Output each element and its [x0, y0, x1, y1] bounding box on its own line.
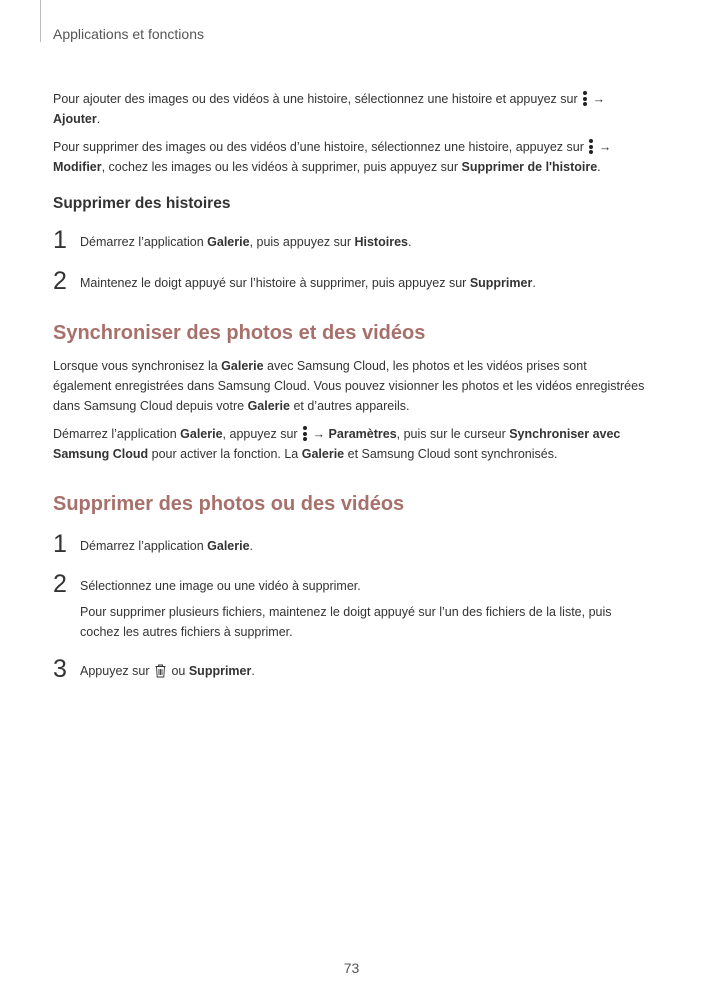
delete-stories-heading: Supprimer des histoires [53, 195, 231, 212]
delete-media-step-3: 3 Appuyez sur ou Supprimer. [53, 655, 255, 683]
delete-media-step-1: 1 Démarrez l’application Galerie. [53, 530, 254, 558]
intro-add-paragraph: Pour ajouter des images ou des vidéos à une histoire, sélectionnez une histoire et appuyez sur → Ajouter. [53, 92, 606, 126]
delete-stories-step-2: 2 Maintenez le doigt appuyé sur l’histoire à supprimer, puis appuyez sur Supprimer. [53, 267, 536, 295]
sync-section-title: Synchroniser des photos et des vidéos [53, 322, 426, 344]
page-header: Applications et fonctions [53, 26, 204, 42]
step-number: 2 [53, 267, 67, 295]
delete-media-step-2: 2 Sélectionnez une image ou une vidéo à supprimer. Pour supprimer plusieurs fichiers, maintenez le doigt appuyé sur l’un des fichiers de la liste, puis cochez les autres fichiers à supprimer. [53, 576, 645, 642]
step-number: 3 [53, 655, 67, 683]
more-options-icon [589, 139, 593, 154]
delete-stories-step-1: 1 Démarrez l’application Galerie, puis appuyez sur Histoires. [53, 226, 412, 254]
step-number: 1 [53, 530, 67, 558]
sync-paragraph-2: Démarrez l’application Galerie, appuyez sur → Paramètres, puis sur le curseur Synchroniser avec Samsung Cloud pour activer la fonction. La Galerie et Samsung Cloud sont synchronisés. [53, 427, 621, 461]
header-rule [40, 0, 41, 42]
intro-delete-paragraph: Pour supprimer des images ou des vidéos d’une histoire, sélectionnez une histoire, appuyez sur → Modifier, cochez les images ou les vidéos à supprimer, puis appuyez sur Supprimer de l'histoire. [53, 140, 612, 174]
delete-media-step-2-note: Pour supprimer plusieurs fichiers, maintenez le doigt appuyé sur l’un des fichiers de la liste, puis cochez les autres fichiers à supprimer. [80, 605, 612, 639]
more-options-icon [303, 426, 307, 441]
sync-paragraph-1: Lorsque vous synchronisez la Galerie avec Samsung Cloud, les photos et les vidéos prises sont également enregistrées dans Samsung Cloud. Vous pouvez visionner les photos et les vidéos enregistrées dans Samsung Cloud depuis votre Galerie et d’autres appareils. [53, 359, 645, 413]
trash-icon [155, 664, 166, 684]
more-options-icon [583, 91, 587, 106]
step-number: 2 [53, 570, 67, 598]
delete-media-section-title: Supprimer des photos ou des vidéos [53, 493, 405, 515]
page-content [53, 89, 645, 684]
page-number: 73 [343, 960, 360, 976]
step-number: 1 [53, 226, 67, 254]
